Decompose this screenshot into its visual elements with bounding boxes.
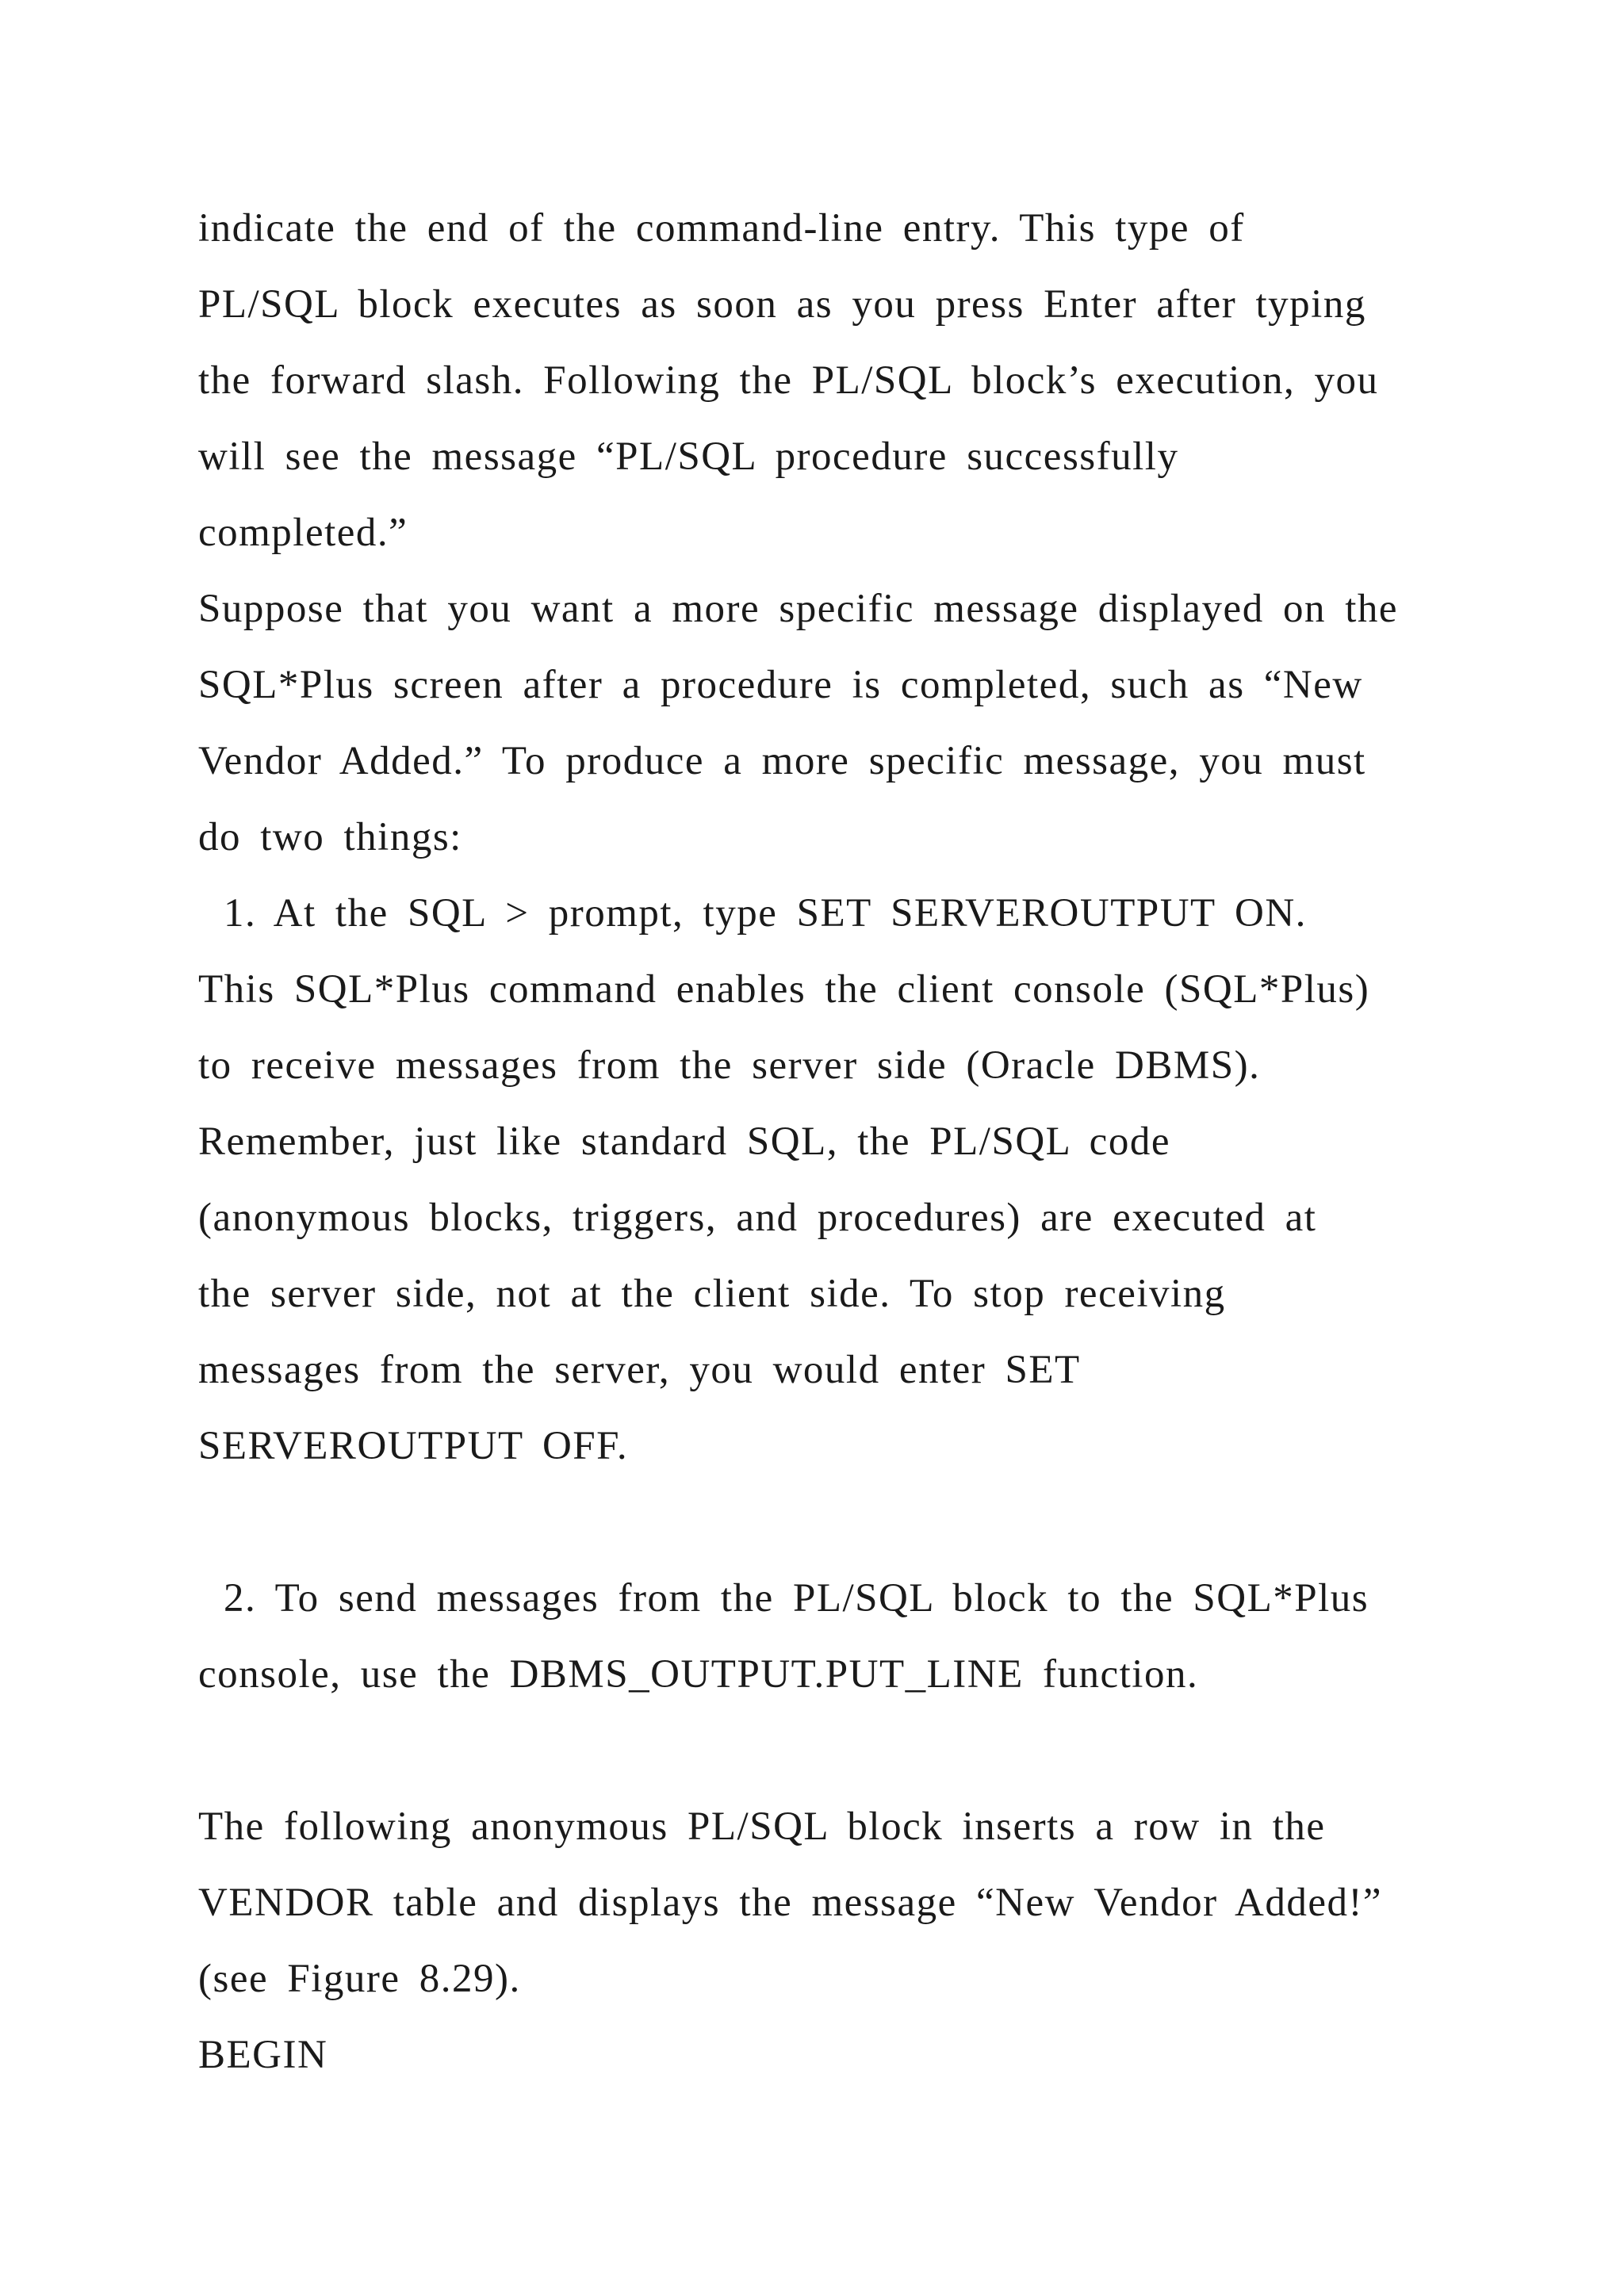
text-line: Remember, just like standard SQL, the PL/SQL code [198,1119,1170,1164]
text-line: PL/SQL block executes as soon as you press Enter after typing [198,282,1366,327]
text-line: SQL*Plus screen after a procedure is completed, such as “New [198,663,1363,707]
text-line: messages from the server, you would enter SET [198,1348,1081,1392]
document-body [198,190,1467,2093]
text-line: The following anonymous PL/SQL block inserts a row in the [198,1804,1326,1849]
text-line: to receive messages from the server side (Oracle DBMS). [198,1043,1261,1088]
list-item-2: 2. To send messages from the PL/SQL block to the SQL*Plus [224,1576,1369,1621]
text-line: (anonymous blocks, triggers, and procedures) are executed at [198,1196,1317,1240]
text-line: the server side, not at the client side. To stop receiving [198,1272,1226,1316]
text-line: the forward slash. Following the PL/SQL block’s execution, you [198,358,1379,403]
text-line: completed.” [198,511,408,555]
blank-line [198,1712,1467,1789]
text-line: Suppose that you want a more specific message displayed on the [198,587,1398,631]
text-line: SERVEROUTPUT OFF. [198,1424,629,1468]
blank-line [198,1484,1467,1560]
list-item-1: 1. At the SQL > prompt, type SET SERVEROUTPUT ON. [224,891,1307,936]
text-line: do two things: [198,815,462,859]
text-line: (see Figure 8.29). [198,1957,521,2001]
text-line: console, use the DBMS_OUTPUT.PUT_LINE function. [198,1652,1199,1697]
text-line: Vendor Added.” To produce a more specific message, you must [198,739,1366,783]
text-line: This SQL*Plus command enables the client console (SQL*Plus) [198,967,1370,1012]
code-line: BEGIN [198,2033,328,2077]
text-line: VENDOR table and displays the message “New Vendor Added!” [198,1881,1383,1925]
text-line: indicate the end of the command-line entry. This type of [198,206,1245,251]
text-line: will see the message “PL/SQL procedure successfully [198,434,1179,479]
